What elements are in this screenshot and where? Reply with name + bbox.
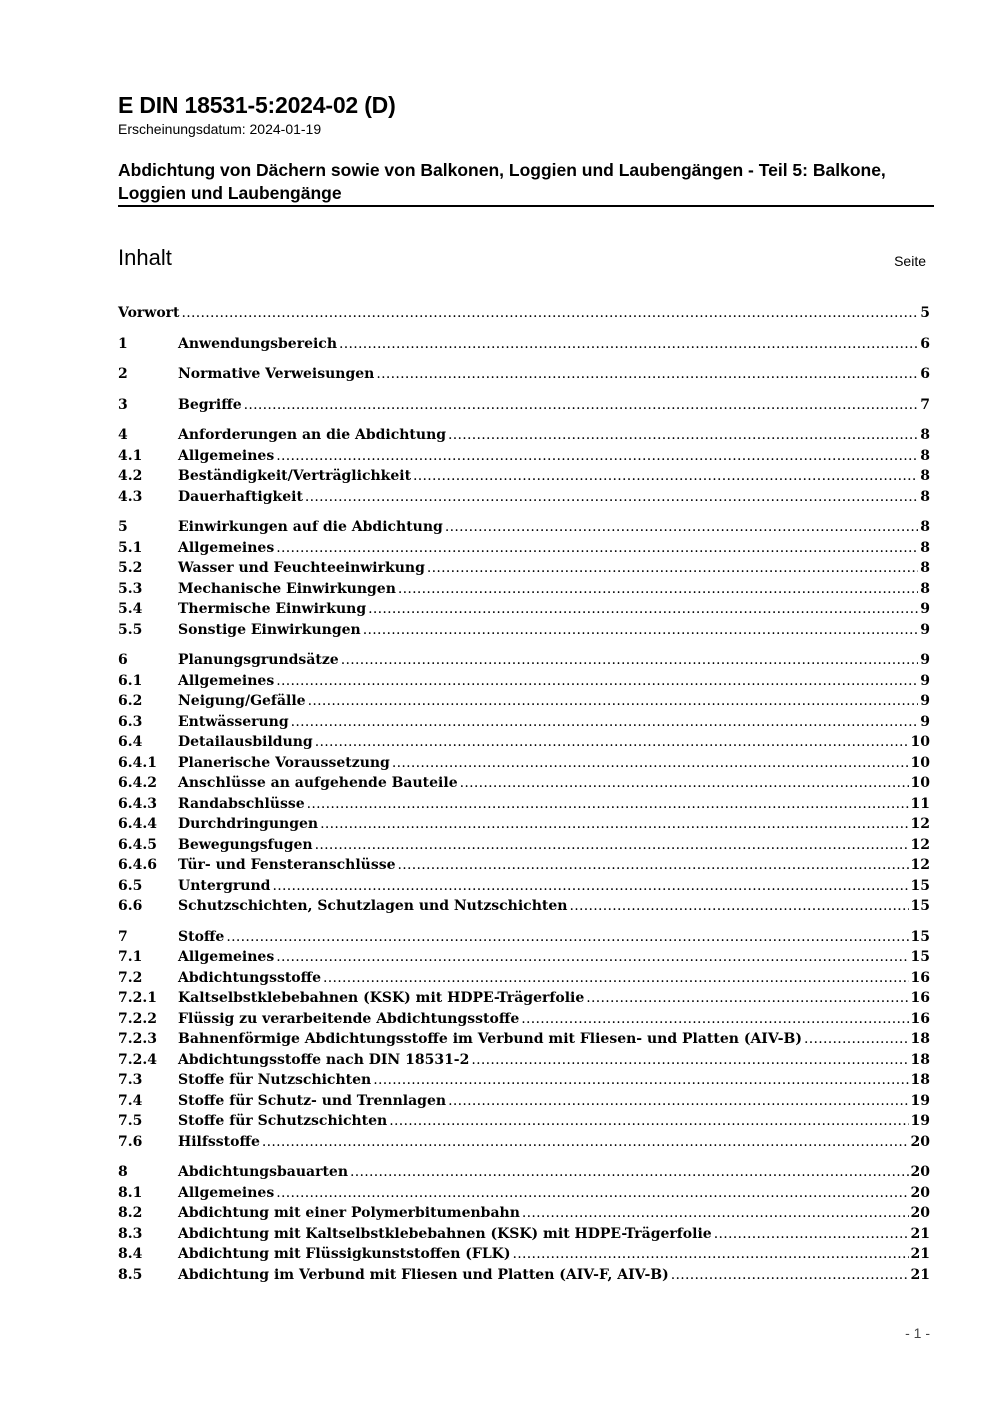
toc-dot-leader [305, 487, 918, 508]
toc-entry-title[interactable]: Randabschlüsse [178, 795, 305, 812]
toc-entry-page[interactable]: 8 [920, 447, 930, 464]
toc-entry-title[interactable]: Anforderungen an die Abdichtung [178, 427, 447, 443]
toc-entry-number: 5.2 [118, 560, 143, 576]
toc-dot-leader [226, 927, 908, 948]
toc-entry-title[interactable]: Thermische Einwirkung [178, 601, 367, 617]
toc-entry[interactable] [118, 794, 930, 815]
toc-entry-line [178, 794, 930, 815]
toc-dot-leader [182, 303, 919, 324]
toc-entry[interactable] [118, 732, 930, 753]
toc-dot-leader [272, 876, 908, 897]
document-title: Abdichtung von Dächern sowie von Balkonen, Loggien und Laubengängen - Teil 5: Balkone, Loggien und Laubengänge [118, 160, 886, 203]
toc-dot-leader [276, 1183, 908, 1204]
toc-entry-number: 4.3 [118, 488, 143, 505]
toc-entry-line [178, 1183, 930, 1204]
toc-entry[interactable] [118, 1070, 930, 1091]
toc-entry-line [178, 1111, 930, 1132]
toc-entry-number: 7.2.2 [118, 1010, 157, 1027]
toc-entry-page[interactable]: 20 [910, 1184, 930, 1201]
toc-entry-page[interactable]: 16 [910, 1010, 930, 1027]
toc-entry-title[interactable]: Dauerhaftigkeit [178, 488, 303, 505]
toc-entry-title[interactable]: Bahnenförmige Abdichtungsstoffe im Verbund mit Fliesen- und Platten (AIV-B) [178, 1031, 802, 1047]
toc-entry-line [178, 558, 930, 579]
toc-entry-number: 8 [118, 1164, 128, 1180]
toc-entry-line [178, 712, 930, 733]
toc-dot-leader [398, 579, 918, 600]
toc-entry-number: 5.4 [118, 601, 143, 617]
toc-entry-line [178, 1244, 930, 1265]
toc-entry[interactable] [118, 947, 930, 968]
toc-entry-title[interactable]: Beständigkeit/Verträglichkeit [178, 468, 412, 484]
toc-entry[interactable] [118, 773, 930, 794]
toc-entry-line [178, 1009, 930, 1030]
toc-entry-title[interactable]: Allgemeines [178, 539, 275, 556]
toc-dot-leader [315, 835, 909, 856]
toc-entry-page[interactable]: 20 [910, 1205, 930, 1221]
toc-entry-line [178, 1203, 930, 1224]
toc-entry-line [178, 1029, 930, 1050]
toc-entry-number: 2 [118, 366, 128, 382]
toc-dot-leader [522, 1203, 909, 1224]
toc-dot-leader [276, 446, 918, 467]
toc-entry-line [178, 1050, 930, 1071]
toc-entry[interactable] [118, 753, 930, 774]
toc-dot-leader [413, 466, 918, 487]
publication-date: Erscheinungsdatum: 2024-01-19 [118, 121, 322, 137]
toc-dot-leader [315, 732, 909, 753]
toc-dot-leader [586, 988, 908, 1009]
toc-entry-title[interactable]: Kaltselbstklebebahnen (KSK) mit HDPE-Trägerfolie [178, 990, 585, 1006]
toc-entry[interactable] [118, 395, 930, 416]
toc-entry-page[interactable]: 10 [910, 734, 930, 750]
toc-entry-title[interactable]: Schutzschichten, Schutzlagen und Nutzschichten [178, 898, 568, 914]
toc-entry-number: 6.4.4 [118, 816, 157, 832]
toc-entry-title[interactable]: Abdichtungsbauarten [178, 1164, 348, 1180]
toc-entry-title[interactable]: Allgemeines [178, 447, 275, 464]
toc-dot-leader [714, 1224, 909, 1245]
toc-entry-number: 5 [118, 519, 128, 535]
toc-entry-number: 1 [118, 335, 128, 352]
toc-entry[interactable] [118, 1132, 930, 1153]
toc-entry-page[interactable]: 19 [910, 1092, 930, 1109]
toc-dot-leader [389, 1111, 908, 1132]
toc-entry-number: 7.2.1 [118, 990, 157, 1006]
toc-entry-title[interactable]: Normative Verweisungen [178, 366, 375, 382]
toc-dot-leader [448, 1091, 908, 1112]
toc-entry-title[interactable]: Bewegungsfugen [178, 836, 313, 853]
toc-entry-title[interactable]: Stoffe [178, 928, 225, 945]
toc-entry-line [178, 988, 930, 1009]
toc-entry-page[interactable]: 8 [920, 519, 930, 535]
toc-entry-line [178, 620, 930, 641]
toc-dot-leader [521, 1009, 908, 1030]
toc-entry-page[interactable]: 10 [910, 775, 930, 791]
toc-entry-page[interactable]: 5 [920, 305, 930, 321]
toc-dot-leader [323, 968, 908, 989]
toc-entry-line [178, 487, 930, 508]
toc-dot-leader [671, 1265, 909, 1286]
toc-entry-page[interactable]: 8 [920, 560, 930, 576]
toc-dot-leader [471, 1050, 908, 1071]
toc-entry-line [178, 1265, 930, 1286]
toc-entry-title[interactable]: Hilfsstoffe [178, 1133, 260, 1150]
toc-entry[interactable] [118, 1203, 930, 1224]
toc-entry-page[interactable]: 6 [920, 335, 930, 352]
toc-entry-title[interactable]: Mechanische Einwirkungen [178, 580, 396, 597]
toc-dot-leader [448, 425, 918, 446]
toc-entry-number: 6.4.6 [118, 857, 157, 873]
toc-entry-number: 5.1 [118, 539, 143, 556]
toc-entry-page[interactable]: 18 [910, 1051, 930, 1068]
toc-entry-page[interactable]: 9 [920, 672, 930, 689]
toc-entry-title[interactable]: Untergrund [178, 877, 271, 894]
toc-entry[interactable] [118, 814, 930, 835]
toc-entry-title[interactable]: Tür- und Fensteranschlüsse [178, 857, 396, 873]
toc-entry[interactable] [118, 927, 930, 948]
toc-entry-number: 5.3 [118, 580, 143, 597]
toc-entry-line [178, 1070, 930, 1091]
toc-entry-title[interactable]: Abdichtung mit Flüssigkunststoffen (FLK) [178, 1246, 511, 1262]
toc-entry-title[interactable]: Wasser und Feuchteeinwirkung [178, 560, 425, 576]
toc-entry[interactable] [118, 446, 930, 467]
toc-entry-number: 6.5 [118, 877, 143, 894]
toc-entry[interactable] [118, 334, 930, 355]
toc-entry-number: 3 [118, 396, 128, 413]
toc-entry-line [178, 395, 930, 416]
toc-entry-number: 6.6 [118, 898, 143, 914]
toc-entry[interactable] [118, 466, 930, 487]
toc-entry-page[interactable]: 15 [910, 877, 930, 894]
toc-dot-leader [262, 1132, 909, 1153]
toc-entry[interactable] [118, 1111, 930, 1132]
toc-entry-page[interactable]: 20 [910, 1133, 930, 1150]
toc-entry-page[interactable]: 18 [910, 1031, 930, 1047]
toc-entry-line [178, 599, 930, 620]
toc-entry-number: 6.4.5 [118, 836, 157, 853]
toc-entry-line [178, 1162, 930, 1183]
toc-dot-leader [363, 620, 919, 641]
toc-entry[interactable] [118, 1183, 930, 1204]
toc-dot-leader [804, 1029, 909, 1050]
toc-entry-title[interactable]: Planungsgrundsätze [178, 652, 339, 668]
toc-entry[interactable] [118, 1162, 930, 1183]
toc-entry-number: 7.2.4 [118, 1051, 157, 1068]
toc-entry-title[interactable]: Abdichtungsstoffe [178, 969, 322, 986]
toc-entry-title[interactable]: Abdichtungsstoffe nach DIN 18531-2 [178, 1051, 470, 1068]
toc-entry-page[interactable]: 12 [910, 857, 930, 873]
toc-entry-line [178, 1224, 930, 1245]
toc-entry-title[interactable]: Anwendungsbereich [178, 335, 337, 352]
toc-entry-title[interactable]: Abdichtung im Verbund mit Fliesen und Platten (AIV-F, AIV-B) [178, 1266, 669, 1283]
toc-entry-line [178, 650, 930, 671]
toc-entry-title[interactable]: Stoffe für Schutzschichten [178, 1113, 388, 1129]
toc-entry[interactable] [118, 712, 930, 733]
toc-entry-title[interactable]: Anschlüsse an aufgehende Bauteile [178, 775, 458, 791]
toc-entry-line [178, 1132, 930, 1153]
toc-entry-number: 6.4.2 [118, 775, 157, 791]
toc-dot-leader [339, 334, 918, 355]
document-id: E DIN 18531-5:2024-02 (D) [118, 92, 396, 118]
toc-entry[interactable] [118, 855, 930, 876]
toc-entry-page[interactable]: 8 [920, 427, 930, 443]
toc-entry-page[interactable]: 8 [920, 539, 930, 556]
toc-entry-title[interactable]: Allgemeines [178, 949, 275, 965]
toc-entry-number: 6.2 [118, 693, 143, 709]
toc-entry-page[interactable]: 9 [920, 621, 930, 638]
toc-dot-leader [341, 650, 919, 671]
toc-entry-page[interactable]: 6 [920, 366, 930, 382]
toc-entry[interactable] [118, 1265, 930, 1286]
toc-entry-number: 6.4.3 [118, 795, 157, 812]
toc-entry[interactable] [118, 988, 930, 1009]
toc-entry[interactable] [118, 968, 930, 989]
toc-entry-number: 8.2 [118, 1205, 143, 1221]
toc-entry-line [178, 579, 930, 600]
toc-entry-page[interactable]: 9 [920, 713, 930, 730]
toc-dot-leader [376, 364, 918, 385]
table-of-contents [118, 303, 930, 1285]
toc-entry-page[interactable]: 15 [910, 949, 930, 965]
toc-dot-leader [392, 753, 909, 774]
toc-entry-page[interactable]: 16 [910, 969, 930, 986]
toc-dot-leader [445, 517, 918, 538]
toc-entry-page[interactable]: 19 [910, 1113, 930, 1129]
toc-entry[interactable] [118, 364, 930, 385]
toc-entry-line [178, 773, 930, 794]
toc-entry-title[interactable]: Detailausbildung [178, 734, 313, 750]
toc-entry-line [178, 814, 930, 835]
toc-entry[interactable] [118, 303, 930, 324]
toc-entry-page[interactable]: 9 [920, 652, 930, 668]
toc-entry[interactable] [118, 1029, 930, 1050]
toc-entry-line [178, 835, 930, 856]
toc-entry-number: 8.5 [118, 1266, 143, 1283]
toc-dot-leader [307, 794, 909, 815]
toc-entry-number: 7.2 [118, 969, 143, 986]
toc-entry-line [178, 876, 930, 897]
toc-entry-number: 7.3 [118, 1072, 143, 1088]
toc-entry-page[interactable]: 18 [910, 1072, 930, 1088]
toc-entry-page[interactable]: 10 [910, 754, 930, 771]
toc-entry-title[interactable]: Begriffe [178, 396, 242, 413]
toc-entry-line [178, 364, 930, 385]
toc-dot-leader [373, 1070, 908, 1091]
toc-entry-page[interactable]: 21 [910, 1266, 930, 1283]
toc-dot-leader [398, 855, 909, 876]
toc-entry-page[interactable]: 11 [910, 795, 930, 812]
toc-entry[interactable] [118, 876, 930, 897]
toc-entry-page[interactable]: 7 [920, 396, 930, 413]
toc-entry-title[interactable]: Abdichtung mit Kaltselbstklebebahnen (KSK) mit HDPE-Trägerfolie [178, 1225, 712, 1242]
toc-dot-leader [569, 896, 908, 917]
toc-entry-page[interactable]: 15 [910, 928, 930, 945]
toc-entry[interactable] [118, 558, 930, 579]
toc-entry-number: 6 [118, 652, 128, 668]
toc-entry-number: 5.5 [118, 621, 143, 638]
toc-entry-number: 8.3 [118, 1225, 143, 1242]
toc-entry[interactable] [118, 538, 930, 559]
toc-entry-title[interactable]: Vorwort [118, 305, 180, 321]
toc-entry-line [178, 425, 930, 446]
toc-entry-line [118, 303, 930, 324]
toc-entry-title[interactable]: Allgemeines [178, 1184, 275, 1201]
toc-entry-number: 4.1 [118, 447, 143, 464]
toc-entry-number: 7 [118, 928, 128, 945]
toc-entry-page[interactable]: 20 [910, 1164, 930, 1180]
toc-dot-leader [350, 1162, 909, 1183]
toc-entry-line [178, 1091, 930, 1112]
page-column-label: Seite [894, 253, 926, 269]
toc-entry[interactable] [118, 1050, 930, 1071]
toc-dot-leader [460, 773, 909, 794]
toc-entry[interactable] [118, 896, 930, 917]
toc-entry-title[interactable]: Allgemeines [178, 672, 275, 689]
toc-entry-number: 4 [118, 427, 128, 443]
toc-entry-number: 6.4 [118, 734, 143, 750]
toc-entry-title[interactable]: Flüssig zu verarbeitende Abdichtungsstoffe [178, 1010, 520, 1027]
toc-entry[interactable] [118, 1091, 930, 1112]
toc-entry-title[interactable]: Neigung/Gefälle [178, 693, 306, 709]
toc-entry-line [178, 732, 930, 753]
toc-entry-title[interactable]: Entwässerung [178, 713, 289, 730]
toc-dot-leader [244, 395, 919, 416]
toc-dot-leader [308, 691, 919, 712]
toc-entry[interactable] [118, 487, 930, 508]
toc-entry[interactable] [118, 1224, 930, 1245]
toc-entry[interactable] [118, 579, 930, 600]
toc-entry-page[interactable]: 12 [910, 836, 930, 853]
toc-dot-leader [512, 1244, 908, 1265]
toc-entry-number: 7.6 [118, 1133, 143, 1150]
toc-entry-title[interactable]: Stoffe für Schutz- und Trennlagen [178, 1092, 447, 1109]
toc-dot-leader [368, 599, 918, 620]
title-divider [118, 205, 934, 207]
toc-entry-line [178, 334, 930, 355]
toc-entry[interactable] [118, 620, 930, 641]
toc-entry[interactable] [118, 517, 930, 538]
toc-entry[interactable] [118, 691, 930, 712]
toc-entry-number: 6.4.1 [118, 754, 157, 771]
toc-entry-number: 7.5 [118, 1113, 143, 1129]
toc-entry-line [178, 446, 930, 467]
toc-entry-line [178, 753, 930, 774]
toc-entry-number: 6.1 [118, 672, 143, 689]
toc-entry-line [178, 896, 930, 917]
toc-entry[interactable] [118, 1009, 930, 1030]
toc-entry-title[interactable]: Abdichtung mit einer Polymerbitumenbahn [178, 1205, 520, 1221]
toc-entry-line [178, 538, 930, 559]
toc-entry-page[interactable]: 8 [920, 580, 930, 597]
toc-entry-title[interactable]: Sonstige Einwirkungen [178, 621, 361, 638]
toc-entry-line [178, 517, 930, 538]
toc-entry[interactable] [118, 650, 930, 671]
toc-dot-leader [320, 814, 908, 835]
toc-entry-line [178, 968, 930, 989]
toc-entry-number: 4.2 [118, 468, 143, 484]
toc-entry-title[interactable]: Stoffe für Nutzschichten [178, 1072, 372, 1088]
toc-entry-page[interactable]: 9 [920, 693, 930, 709]
toc-dot-leader [276, 538, 918, 559]
toc-entry-line [178, 671, 930, 692]
toc-entry-number: 7.2.3 [118, 1031, 157, 1047]
toc-entry[interactable] [118, 599, 930, 620]
toc-entry-title[interactable]: Durchdringungen [178, 816, 319, 832]
toc-entry[interactable] [118, 835, 930, 856]
toc-dot-leader [276, 671, 918, 692]
toc-entry[interactable] [118, 1244, 930, 1265]
toc-dot-leader [427, 558, 918, 579]
toc-entry-number: 8.1 [118, 1184, 143, 1201]
toc-entry-page[interactable]: 8 [920, 488, 930, 505]
toc-entry-line [178, 947, 930, 968]
toc-entry-number: 8.4 [118, 1246, 143, 1262]
toc-entry-page[interactable]: 21 [910, 1225, 930, 1242]
toc-entry-page[interactable]: 15 [910, 898, 930, 914]
toc-entry[interactable] [118, 671, 930, 692]
toc-entry-page[interactable]: 16 [910, 990, 930, 1006]
toc-entry-line [178, 691, 930, 712]
toc-entry-line [178, 466, 930, 487]
toc-entry-number: 7.1 [118, 949, 143, 965]
toc-entry[interactable] [118, 425, 930, 446]
toc-entry-title[interactable]: Planerische Voraussetzung [178, 754, 390, 771]
toc-entry-number: 6.3 [118, 713, 143, 730]
toc-entry-line [178, 855, 930, 876]
toc-heading: Inhalt [118, 245, 172, 270]
toc-entry-page[interactable]: 21 [910, 1246, 930, 1262]
toc-entry-title[interactable]: Einwirkungen auf die Abdichtung [178, 519, 443, 535]
page-number: - 1 - [905, 1325, 930, 1341]
toc-entry-page[interactable]: 9 [920, 601, 930, 617]
toc-dot-leader [276, 947, 908, 968]
toc-dot-leader [291, 712, 919, 733]
toc-entry-number: 7.4 [118, 1092, 143, 1109]
toc-entry-page[interactable]: 12 [910, 816, 930, 832]
toc-entry-page[interactable]: 8 [920, 468, 930, 484]
toc-entry-line [178, 927, 930, 948]
